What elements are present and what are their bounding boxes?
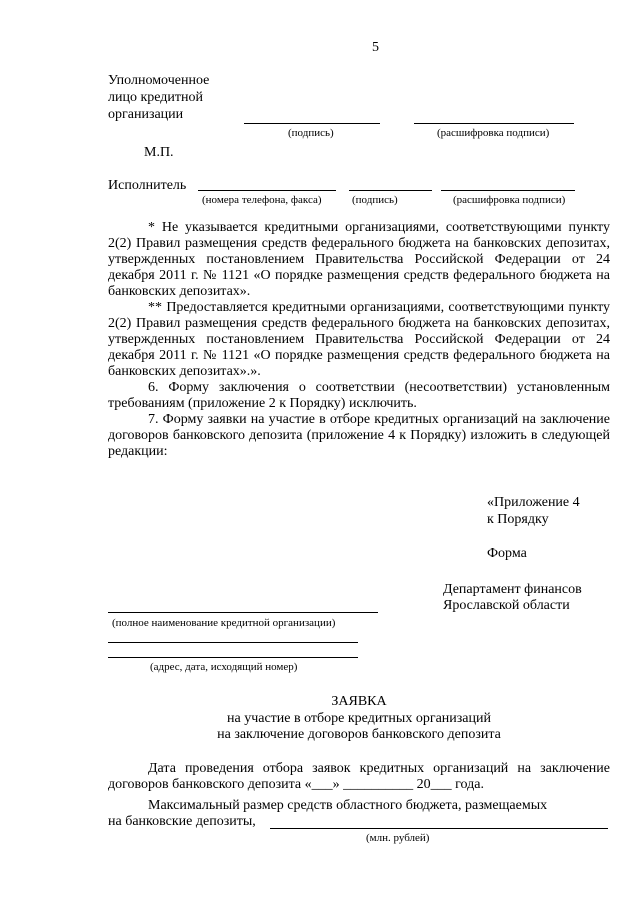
authorized-person-label-3: организации [108,107,184,122]
exec-signature-line [349,190,432,191]
address-line-1 [108,642,358,643]
appendix-label: «Приложение 4 [487,495,580,510]
phone-line [198,190,336,191]
executor-label: Исполнитель [108,178,187,193]
stamp-label: М.П. [144,145,174,160]
exec-decoding-line [441,190,575,191]
recipient-line-2: Ярославской области [443,598,570,613]
address-line-2 [108,657,358,658]
application-title: ЗАЯВКА [331,694,387,709]
exec-signature-caption: (подпись) [352,194,398,206]
amount-line [270,828,608,829]
org-name-line [108,612,378,613]
max-amount-text-2: на банковские депозиты, [108,814,256,829]
org-name-caption: (полное наименование кредитной организации) [112,617,336,629]
footnote-double-star: ** Предоставляется кредитными организациями, соответствующими пункту 2(2) Правил размещения средств федерального бюджета на банковских депозитах, утвержденных постановлением Правительства Российской Федерации от 24 декабря 2011 г. № 1121 «О порядке размещения средств федерального бюджета на банковских депозитах».». [108,300,610,379]
recipient-line-1: Департамент финансов [443,582,582,597]
max-amount-text: Максимальный размер средств областного бюджета, размещаемых [148,798,548,813]
signature-caption: (подпись) [288,127,334,139]
amount-caption: (млн. рублей) [366,832,430,844]
appendix-order: к Порядку [487,512,549,527]
phone-caption: (номера телефона, факса) [202,194,322,206]
address-caption: (адрес, дата, исходящий номер) [150,661,298,673]
exec-decoding-caption: (расшифровка подписи) [453,194,566,206]
decoding-line [414,123,574,124]
application-subtitle-2: на заключение договоров банковского депозита [217,727,501,742]
selection-date-text: Дата проведения отбора заявок кредитных организаций на заключение договоров банковского депозита «___» __________ 20___ года. [108,761,610,792]
authorized-person-label-2: лицо кредитной [108,90,204,105]
form-label: Форма [487,546,527,561]
decoding-caption: (расшифровка подписи) [437,127,550,139]
signature-line [244,123,380,124]
notes-block [108,220,610,460]
authorized-person-label-1: Уполномоченное [108,73,210,88]
application-subtitle-1: на участие в отборе кредитных организаций [226,711,491,726]
item-6: 6. Форму заключения о соответствии (несоответствии) установленным требованиям (приложение 2 к Порядку) исключить. [108,380,610,411]
footnote-single-star: * Не указывается кредитными организациями, соответствующими пункту 2(2) Правил размещения средств федерального бюджета на банковских депозитах, утвержденных постановлением Правительства Российской Федерации от 24 декабря 2011 г. № 1121 «О порядке размещения средств федерального бюджета на банковских депозитах». [108,220,610,299]
item-7: 7. Форму заявки на участие в отборе кредитных организаций на заключение договоров банковского депозита (приложение 4 к Порядку) изложить в следующей редакции: [108,412,610,459]
page-number: 5 [372,40,379,55]
date-paragraph [108,761,610,793]
